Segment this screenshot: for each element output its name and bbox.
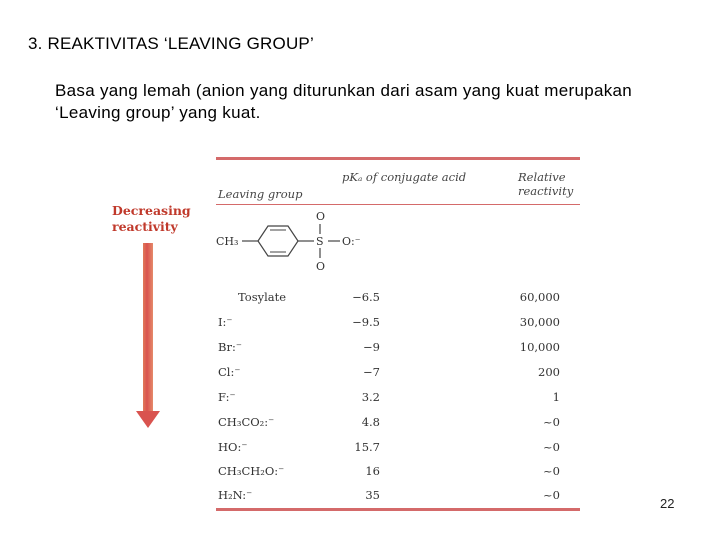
arrow-label-line1: Decreasing bbox=[112, 203, 191, 218]
sulfur-label: S bbox=[316, 235, 324, 248]
tosylate-structure bbox=[216, 206, 366, 276]
cell-leaving-group: H₂N:⁻ bbox=[218, 488, 253, 502]
table-row bbox=[216, 485, 580, 505]
cell-pka: 4.8 bbox=[361, 415, 380, 429]
table-bottom-rule bbox=[216, 508, 580, 511]
header-pka: pKₐ of conjugate acid bbox=[342, 170, 467, 184]
cell-leaving-group: Br:⁻ bbox=[218, 340, 242, 354]
cell-leaving-group: CH₃CH₂O:⁻ bbox=[218, 464, 285, 478]
cell-pka: 15.7 bbox=[354, 440, 380, 454]
table-row bbox=[216, 437, 580, 457]
table-row bbox=[216, 461, 580, 481]
cell-relative-reactivity: 10,000 bbox=[519, 340, 560, 354]
cell-relative-reactivity: 30,000 bbox=[519, 315, 560, 329]
oxide-anion-label: O:⁻ bbox=[342, 235, 361, 248]
cell-leaving-group: Cl:⁻ bbox=[218, 365, 241, 379]
table-row bbox=[216, 337, 580, 357]
table-row bbox=[216, 412, 580, 432]
oxygen-top-label: O bbox=[316, 210, 326, 223]
table-top-rule bbox=[216, 157, 580, 160]
ch3-label: CH₃ bbox=[216, 235, 239, 248]
table-row bbox=[216, 287, 580, 307]
table-row bbox=[216, 387, 580, 407]
cell-relative-reactivity: ~0 bbox=[543, 415, 560, 429]
cell-relative-reactivity: ~0 bbox=[543, 488, 560, 502]
table-row bbox=[216, 362, 580, 382]
cell-relative-reactivity: 60,000 bbox=[519, 290, 560, 304]
cell-relative-reactivity: ~0 bbox=[543, 464, 560, 478]
cell-leaving-group: I:⁻ bbox=[218, 315, 233, 329]
cell-leaving-group: HO:⁻ bbox=[218, 440, 248, 454]
cell-pka: 35 bbox=[365, 488, 380, 502]
arrow-head-icon bbox=[136, 411, 160, 428]
table-header-rule bbox=[216, 204, 580, 205]
arrow-label bbox=[112, 203, 191, 235]
page-number: 22 bbox=[660, 496, 675, 511]
cell-pka: −9 bbox=[363, 340, 380, 354]
arrow-label-line2: reactivity bbox=[112, 219, 178, 234]
cell-relative-reactivity: 1 bbox=[552, 390, 560, 404]
cell-relative-reactivity: ~0 bbox=[543, 440, 560, 454]
oxygen-bottom-label: O bbox=[316, 260, 326, 273]
cell-pka: −6.5 bbox=[352, 290, 380, 304]
cell-pka: 16 bbox=[365, 464, 380, 478]
table-row bbox=[216, 312, 580, 332]
header-leaving-group: Leaving group bbox=[218, 187, 303, 201]
cell-relative-reactivity: 200 bbox=[538, 365, 560, 379]
cell-leaving-group: F:⁻ bbox=[218, 390, 236, 404]
cell-pka: 3.2 bbox=[361, 390, 380, 404]
leaving-group-table bbox=[216, 157, 580, 513]
cell-pka: −7 bbox=[363, 365, 380, 379]
slide-title: 3. REAKTIVITAS ‘LEAVING GROUP’ bbox=[28, 34, 314, 53]
header-relative-reactivity: Relative reactivity bbox=[518, 170, 574, 198]
slide-body-text: Basa yang lemah (anion yang diturunkan dari asam yang kuat merupakan ‘Leaving group’ yang kuat. bbox=[55, 81, 633, 122]
cell-pka: −9.5 bbox=[352, 315, 380, 329]
cell-leaving-group: CH₃CO₂:⁻ bbox=[218, 415, 275, 429]
cell-leaving-group: Tosylate bbox=[238, 290, 287, 304]
arrow-shaft bbox=[143, 243, 153, 413]
